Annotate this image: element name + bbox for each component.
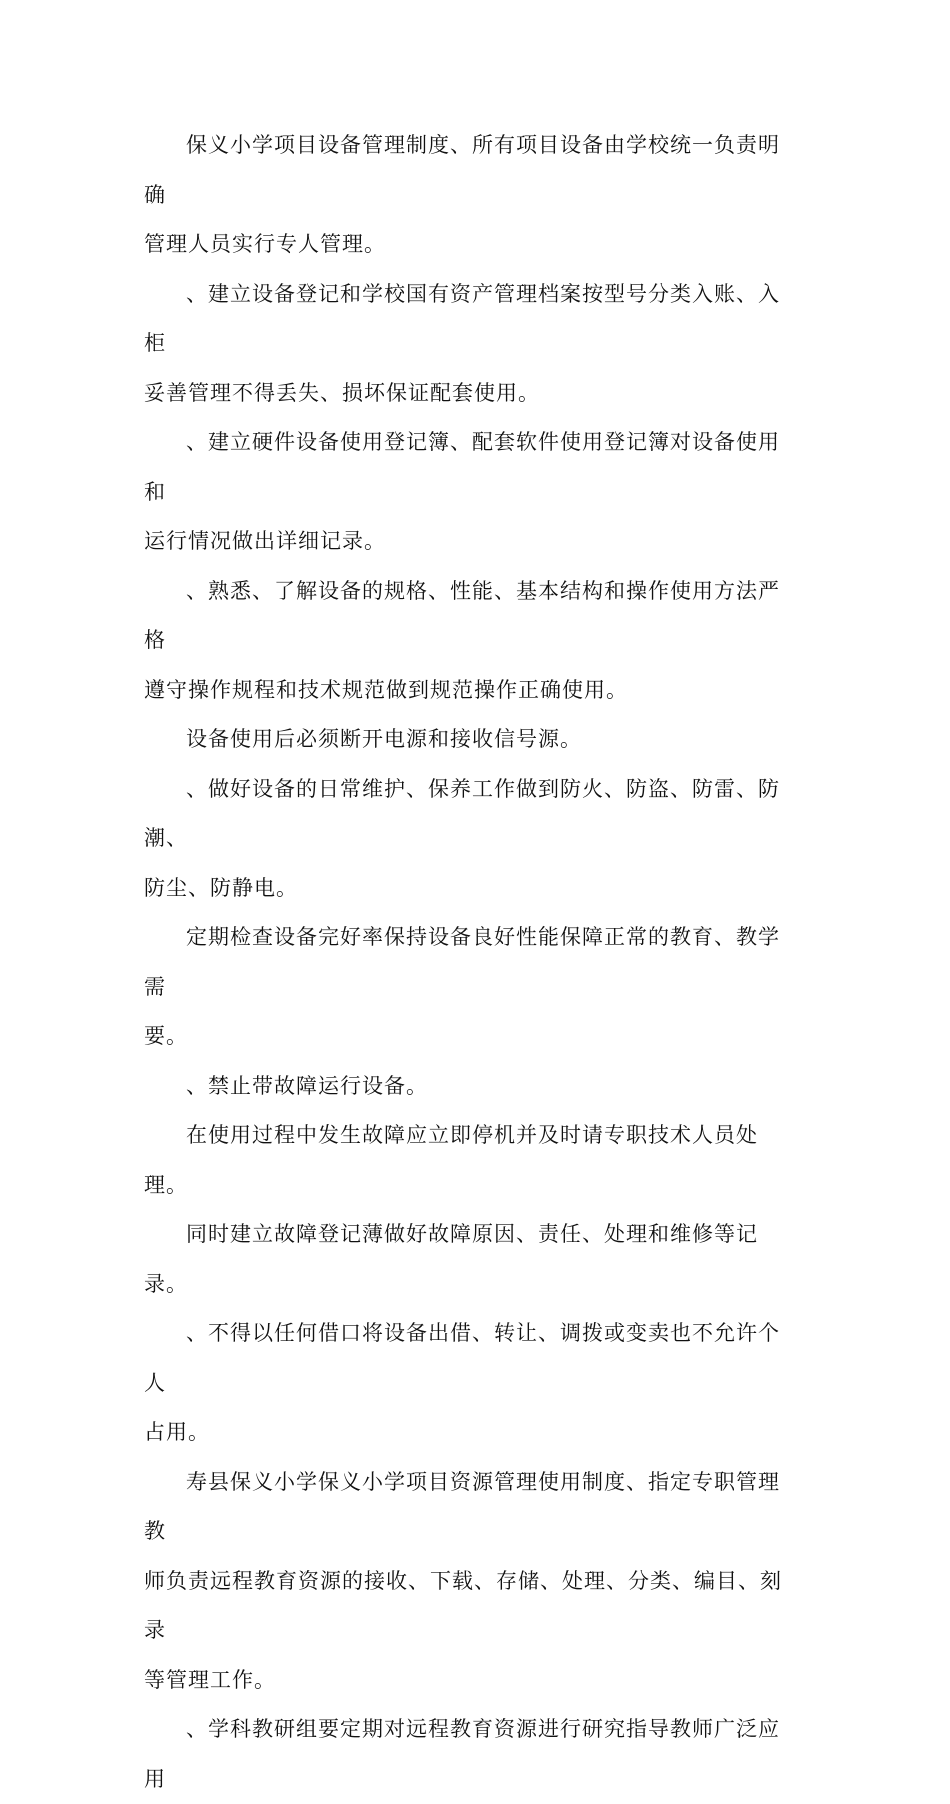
paragraph-6: 、做好设备的日常维护、保养工作做到防火、防盗、防雷、防潮、 防尘、防静电。 — [144, 776, 780, 900]
paragraph-5: 设备使用后必须断开电源和接收信号源。 — [186, 727, 582, 751]
paragraph-12: 寿县保义小学保义小学项目资源管理使用制度、指定专职管理教 师负责远程教育资源的接收、下载、存储、处理、分类、编目、刻录 等管理工作。 — [144, 1469, 782, 1692]
paragraph-4: 、熟悉、了解设备的规格、性能、基本结构和操作使用方法严格 遵守操作规程和技术规范做到规范操作正确使用。 — [144, 578, 780, 702]
paragraph-13: 、学科教研组要定期对远程教育资源进行研究指导教师广泛应用 — [144, 1717, 780, 1791]
document-body — [144, 121, 784, 1804]
paragraph-11: 、不得以任何借口将设备出借、转让、调拨或变卖也不允许个人 占用。 — [144, 1321, 780, 1444]
paragraph-9: 在使用过程中发生故障应立即停机并及时请专职技术人员处理。 — [144, 1123, 758, 1197]
paragraph-10: 同时建立故障登记薄做好故障原因、责任、处理和维修等记录。 — [144, 1222, 758, 1296]
paragraph-1: 保义小学项目设备管理制度、所有项目设备由学校统一负责明确 管理人员实行专人管理。 — [144, 133, 780, 256]
paragraph-7: 定期检查设备完好率保持设备良好性能保障正常的教育、教学需 要。 — [144, 925, 780, 1048]
paragraph-8: 、禁止带故障运行设备。 — [186, 1073, 428, 1098]
paragraph-2: 、建立设备登记和学校国有资产管理档案按型号分类入账、入柜 妥善管理不得丢失、损坏保证配套使用。 — [144, 281, 780, 405]
paragraph-3: 、建立硬件设备使用登记簿、配套软件使用登记簿对设备使用和 运行情况做出详细记录。 — [144, 430, 780, 553]
